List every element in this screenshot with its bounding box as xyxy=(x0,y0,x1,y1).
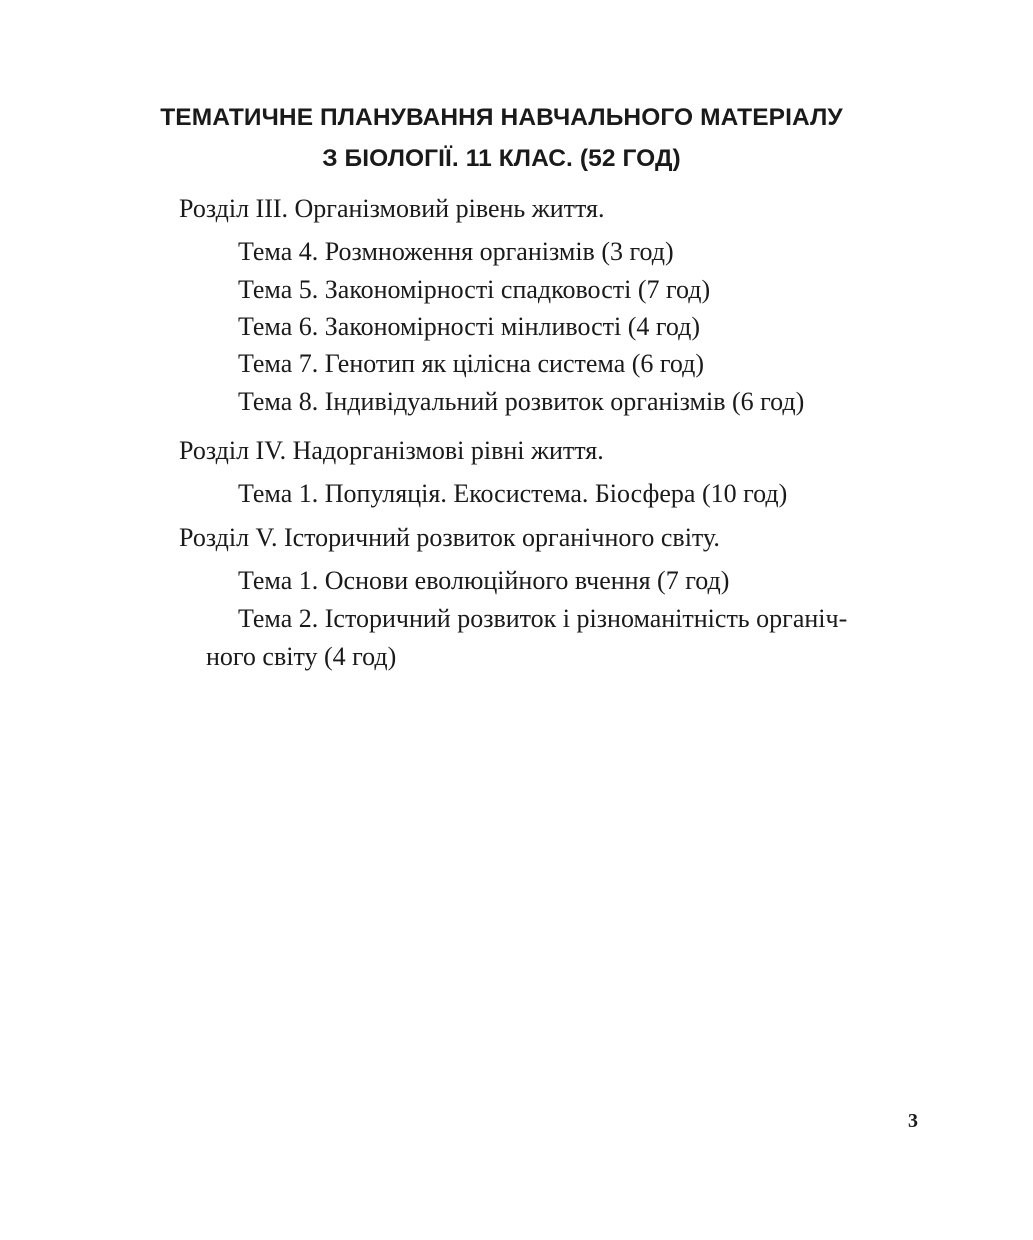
topic-item-continuation: ного світу (4 год) xyxy=(206,642,397,671)
page-number: 3 xyxy=(908,1110,918,1132)
section-5-title: Розділ V. Історичний розвиток органічного світу. xyxy=(179,523,720,552)
topic-item: Тема 4. Розмноження організмів (3 год) xyxy=(238,237,674,266)
topic-item: Тема 2. Історичний розвиток і різноманітність органіч- xyxy=(238,604,848,633)
topic-item: Тема 7. Генотип як цілісна система (6 год) xyxy=(238,349,705,378)
section-3-title: Розділ ІІІ. Організмовий рівень життя. xyxy=(179,194,605,223)
topic-item: Тема 5. Закономірності спадковості (7 год) xyxy=(238,275,711,304)
document-title-line-1: ТЕМАТИЧНЕ ПЛАНУВАННЯ НАВЧАЛЬНОГО МАТЕРІАЛУ xyxy=(160,104,843,131)
section-4-title: Розділ IV. Надорганізмові рівні життя. xyxy=(179,436,604,465)
topic-item: Тема 6. Закономірності мінливості (4 год) xyxy=(238,312,701,341)
topic-item: Тема 1. Популяція. Екосистема. Біосфера (10 год) xyxy=(238,479,788,508)
topic-item: Тема 8. Індивідуальний розвиток організмів (6 год) xyxy=(238,387,805,416)
document-title-line-2: З БІОЛОГІЇ. 11 КЛАС. (52 ГОД) xyxy=(322,145,681,172)
topic-item: Тема 1. Основи еволюційного вчення (7 год) xyxy=(238,566,730,595)
